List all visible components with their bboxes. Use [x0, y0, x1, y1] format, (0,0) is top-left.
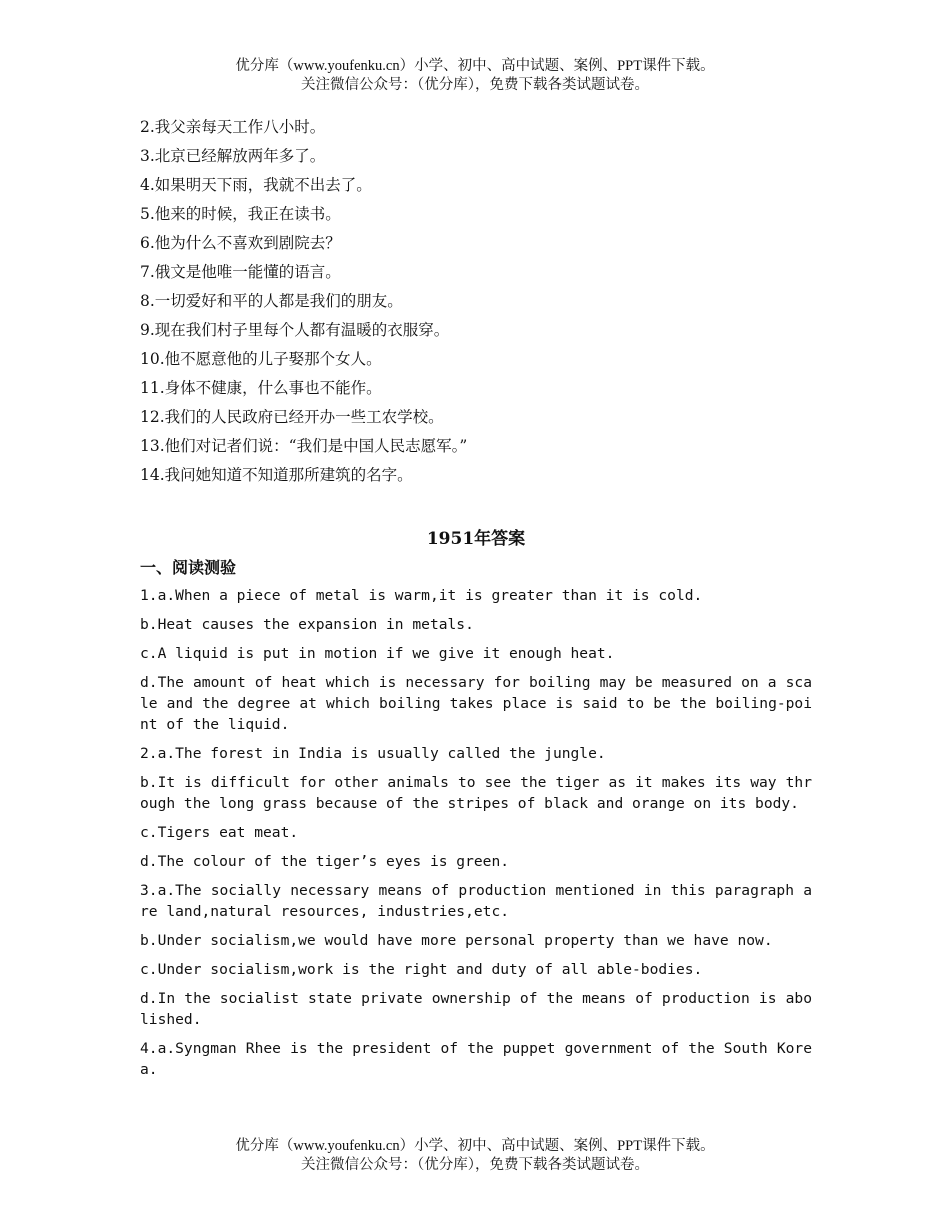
translation-item: 5.他来的时候，我正在读书。 [140, 205, 341, 223]
answer-item: c.Under socialism,work is the right and duty of all able-bodies. [140, 961, 703, 978]
translation-item: 12.我们的人民政府已经开办一些工农学校。 [140, 408, 444, 426]
answer-list [140, 585, 812, 1080]
answer-item: b.Under socialism,we would have more personal property than we have now. [140, 932, 773, 949]
answer-item: c.Tigers eat meat. [140, 824, 299, 841]
section-title: 一、阅读测验 [140, 558, 237, 577]
translation-item: 6.他为什么不喜欢到剧院去？ [140, 234, 341, 252]
footer-line-2: 关注微信公众号：（优分库），免费下载各类试题试卷。 [301, 1157, 649, 1173]
answer-item: 1.a.When a piece of metal is warm,it is greater than it is cold. [140, 587, 703, 604]
page-content [140, 113, 812, 1088]
answer-item: b.Heat causes the expansion in metals. [140, 616, 474, 633]
translation-item: 13.他们对记者们说：“我们是中国人民志愿军。” [140, 437, 468, 455]
translation-item: 14.我问她知道不知道那所建筑的名字。 [140, 466, 413, 484]
answer-item: 2.a.The forest in India is usually called the jungle. [140, 745, 606, 762]
translation-item: 9.现在我们村子里每个人都有温暖的衣服穿。 [140, 321, 450, 339]
translation-item: 2.我父亲每天工作八小时。 [140, 118, 326, 136]
answer-item: b.It is difficult for other animals to see the tiger as it makes its way through the long grass because of the stripes of black and orange on its body. [140, 774, 812, 812]
translation-item: 11.身体不健康，什么事也不能作。 [140, 379, 382, 397]
translation-item: 3.北京已经解放两年多了。 [140, 147, 326, 165]
footer-line-1: 优分库（www.youfenku.cn）小学、初中、高中试题、案例、PPT课件下载。 [235, 1138, 715, 1154]
translation-item: 8.一切爱好和平的人都是我们的朋友。 [140, 292, 403, 310]
page-header [0, 57, 950, 95]
header-line-2: 关注微信公众号：（优分库），免费下载各类试题试卷。 [301, 77, 649, 93]
answer-item: 4.a.Syngman Rhee is the president of the puppet government of the South Korea. [140, 1040, 812, 1078]
answer-item: d.The amount of heat which is necessary for boiling may be measured on a scale and the degree at which boiling takes place is said to be the boiling-point of the liquid. [140, 674, 812, 733]
header-line-1: 优分库（www.youfenku.cn）小学、初中、高中试题、案例、PPT课件下载。 [235, 58, 715, 74]
translation-list [140, 113, 812, 490]
translation-item: 4.如果明天下雨，我就不出去了。 [140, 176, 372, 194]
answer-item: 3.a.The socially necessary means of production mentioned in this paragraph are land,natural resources, industries,etc. [140, 882, 812, 920]
answer-item: d.In the socialist state private ownership of the means of production is abolished. [140, 990, 812, 1028]
answer-title: 1951年答案 [426, 529, 526, 549]
answer-item: c.A liquid is put in motion if we give it enough heat. [140, 645, 615, 662]
page-footer [0, 1137, 950, 1175]
answer-item: d.The colour of the tiger’s eyes is green. [140, 853, 510, 870]
translation-item: 7.俄文是他唯一能懂的语言。 [140, 263, 341, 281]
translation-item: 10.他不愿意他的儿子娶那个女人。 [140, 350, 382, 368]
